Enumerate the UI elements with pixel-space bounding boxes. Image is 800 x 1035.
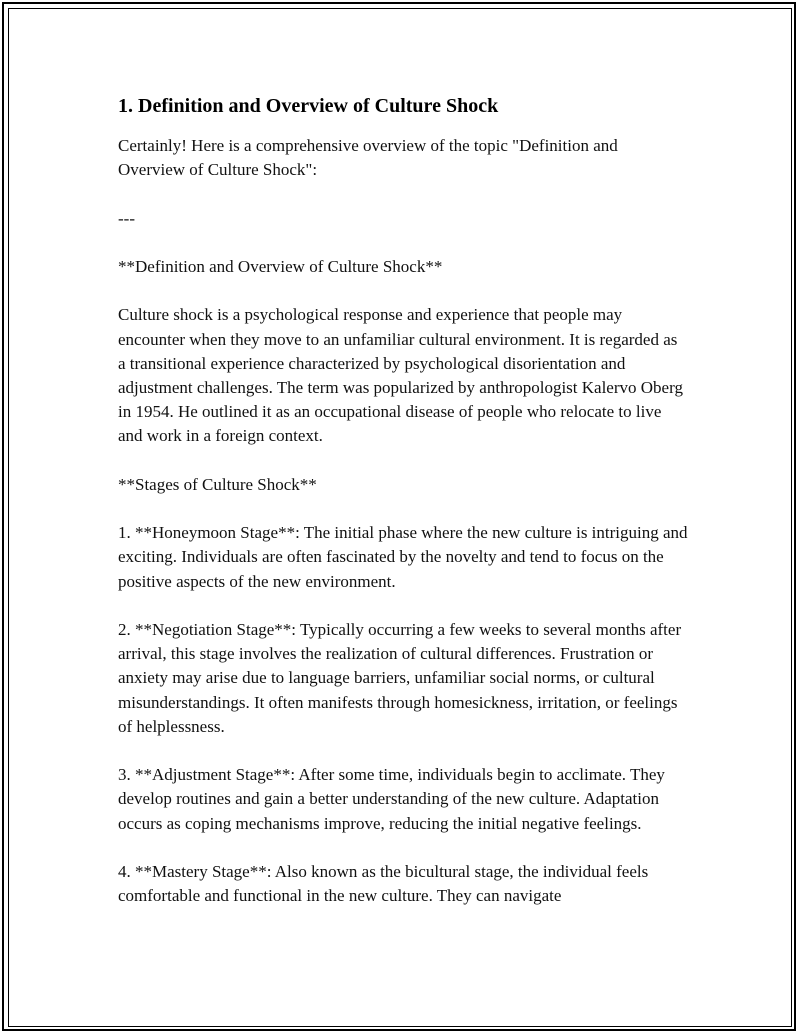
- definition-paragraph: Culture shock is a psychological response and experience that people may encounter when they move to an unfamiliar cultural environment. It is regarded as a transitional experience characterized by psychological disorientation and adjustment challenges. The term was popularized by anthropologist Kalervo Oberg in 1954. He outlined it as an occupational disease of people who relocate to live and work in a foreign context.: [118, 305, 683, 446]
- stage-honeymoon-paragraph: 1. **Honeymoon Stage**: The initial phase where the new culture is intriguing and exciting. Individuals are often fascinated by the novelty and tend to focus on the positive aspects of the new environment.: [118, 523, 688, 591]
- intro-paragraph: Certainly! Here is a comprehensive overview of the topic "Definition and Overview of Culture Shock":: [118, 136, 618, 180]
- separator-line: ---: [118, 208, 135, 228]
- stage-mastery-paragraph: 4. **Mastery Stage**: Also known as the bicultural stage, the individual feels comfortable and functional in the new culture. They can navigate: [118, 861, 649, 906]
- section-heading-stages: **Stages of Culture Shock**: [118, 474, 317, 494]
- stage-negotiation-paragraph: 2. **Negotiation Stage**: Typically occurring a few weeks to several months after arrival, this stage involves the realization of cultural differences. Frustration or anxiety may arise due to language barriers, unfamiliar social norms, or cultural misunderstandings. It often manifests through homesickness, irritation, or feelings of helplessness.: [118, 619, 682, 736]
- document-title: 1. Definition and Overview of Culture Shock: [118, 95, 499, 117]
- stage-adjustment-paragraph: 3. **Adjustment Stage**: After some time, individuals begin to acclimate. They develop routines and gain a better understanding of the new culture. Adaptation occurs as coping mechanisms improve, reducing the initial negative feelings.: [118, 765, 665, 833]
- section-heading-definition: **Definition and Overview of Culture Shock**: [118, 256, 443, 276]
- document-body: [118, 92, 688, 933]
